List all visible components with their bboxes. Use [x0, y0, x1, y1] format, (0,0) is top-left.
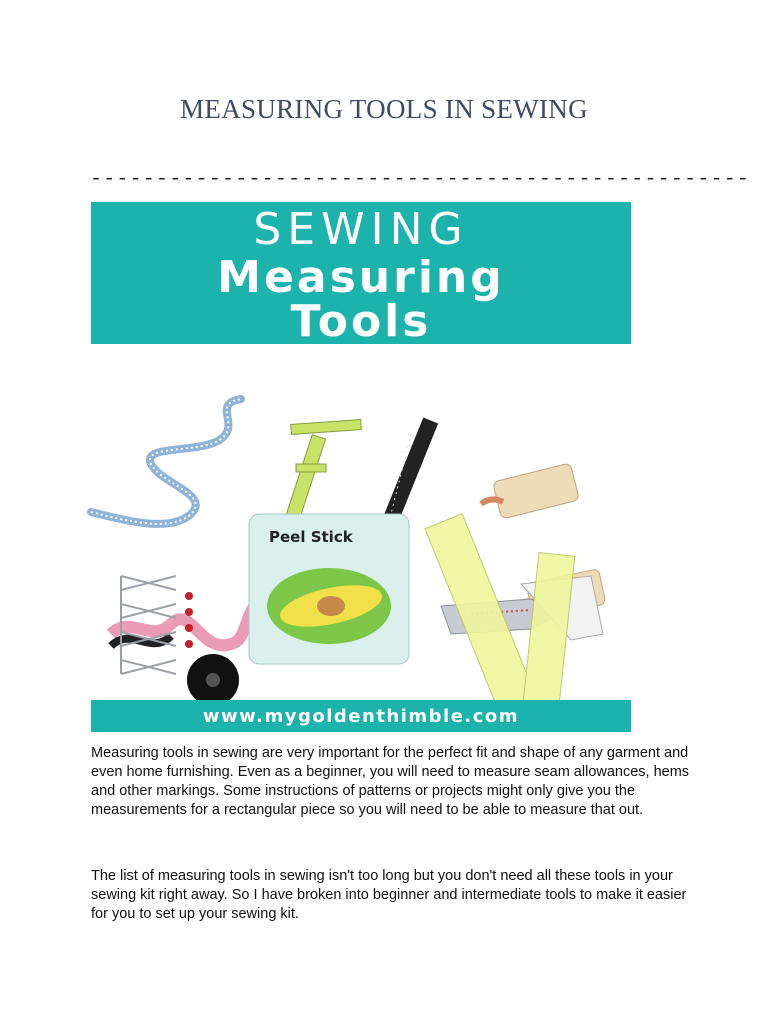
- tape-measure-yellow-pink: [111, 594, 271, 646]
- dashed-divider: --------------------------------------------------: [90, 168, 751, 191]
- banner-footer: [91, 700, 631, 732]
- sewing-tools-banner-image: [91, 202, 631, 732]
- intro-paragraph: Measuring tools in sewing are very important for the perfect fit and shape of any garment and even home furnishing. Even as a beginner, you will need to measure seam allowances, hems and other markings. Some instructions of patterns or projects might only give you the measurements for a rectangular piece so you will need to be able to measure that out.: [91, 745, 690, 818]
- banner-line-3: Tools: [290, 296, 432, 347]
- retractable-tape-measure: [187, 654, 239, 706]
- banner-header: [91, 202, 631, 347]
- banner-line-2: Measuring: [217, 252, 505, 303]
- peel-stick-tape-package: [249, 514, 409, 664]
- website-url: www.mygoldenthimble.com: [202, 705, 520, 727]
- thimble-pad-1: [481, 463, 579, 519]
- peel-stick-label: Peel Stick: [269, 528, 353, 546]
- list-paragraph: The list of measuring tools in sewing isn't too long but you don't need all these tools in your sewing kit right away. So I have broken into beginner and intermediate tools to make it easier for you to set up your sewing kit.: [91, 868, 687, 922]
- tools-illustration: [91, 344, 631, 700]
- banner-line-1: SEWING: [253, 204, 469, 255]
- flexible-curve-ruler: [91, 399, 241, 524]
- page-title: MEASURING TOOLS IN SEWING: [180, 94, 588, 124]
